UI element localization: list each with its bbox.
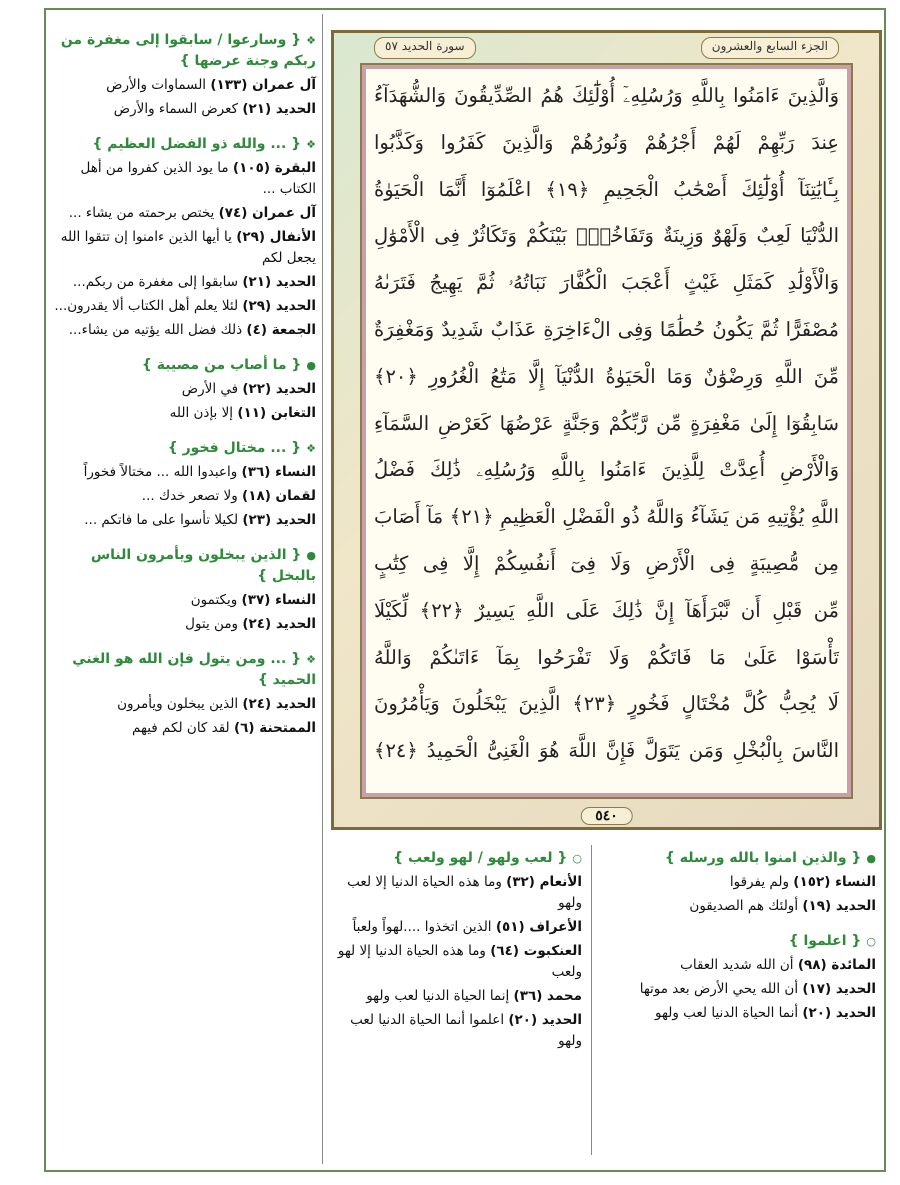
reference-text: أنما الحياة الدنيا لعب ولهو (655, 1005, 803, 1021)
note-title (600, 931, 876, 952)
reference-source: البقرة (١٠٥) (232, 160, 316, 176)
reference-line (48, 158, 316, 200)
frame-right (884, 8, 886, 1172)
reference-line (48, 510, 316, 531)
bullet-icon: ❖ (306, 34, 316, 47)
reference-source: الحديد (٢٩) (242, 298, 316, 314)
quran-line: النَّاسَ بِالْبُخْلِ وَمَن يَتَوَلَّ فَإِنَّ اللَّهَ هُوَ الْغَنِىُّ الْحَمِيدُ ﴿٢٤﴾ (374, 739, 839, 763)
juz-label: الجزء السابع والعشرون (701, 37, 839, 59)
reference-line (48, 272, 316, 293)
reference-source: الحديد (٢١) (242, 101, 316, 117)
note-title-text: { والذين امنوا بالله ورسله } (664, 850, 862, 866)
reference-line (600, 1003, 876, 1024)
quran-text (362, 73, 851, 775)
note-section (48, 30, 316, 120)
reference-line (48, 590, 316, 611)
note-title (600, 848, 876, 869)
reference-line (48, 462, 316, 483)
reference-line (48, 99, 316, 120)
quran-line: وَالْأَرْضِ أُعِدَّتْ لِلَّذِينَ ءَامَنُوا بِاللَّهِ وَرُسُلِهِۦ ذَٰلِكَ فَضْلُ (374, 458, 839, 482)
frame-top (44, 8, 886, 10)
bottom-right-notes (600, 848, 876, 1148)
reference-text: السماوات والأرض (106, 77, 211, 93)
note-title-text: { الذين يبخلون ويأمرون الناس بالبخل } (90, 547, 316, 584)
quran-line: مِن مُّصِيبَةٍ فِى الْأَرْضِ وَلَا فِىٓ أَنفُسِكُمْ إِلَّا فِى كِتَٰبٍ (374, 551, 839, 575)
reference-text: واعبدوا الله ... مختالاً فخوراً (83, 464, 242, 480)
reference-source: لقمان (١٨) (242, 488, 316, 504)
quran-text-frame (360, 63, 853, 799)
note-title-text: { ... والله ذو الفضل العظيم } (92, 136, 302, 152)
reference-text: في الأرض (181, 381, 243, 397)
reference-source: آل عمران (٧٤) (218, 205, 316, 221)
quran-line: تَأْسَوْا عَلَىٰ مَا فَاتَكُمْ وَلَا تَفْرَحُوا بِمَآ ءَاتَىٰكُمْ وَاللَّهُ (374, 645, 839, 669)
quran-line: سَابِقُوٓا إِلَىٰ مَغْفِرَةٍ مِّن رَّبِّكُمْ وَجَنَّةٍ عَرْضُهَا كَعَرْضِ السَّمَآءِ (374, 411, 839, 435)
reference-text: إلا بإذن الله (169, 405, 238, 421)
reference-text: يختص برحمته من يشاء ... (68, 205, 219, 221)
reference-source: الحديد (٢٠) (802, 1005, 876, 1021)
note-section (48, 545, 316, 635)
reference-source: الممتحنة (٦) (233, 720, 316, 736)
bullet-icon: ● (306, 549, 316, 562)
reference-text: اعلموا أنما الحياة الدنيا لعب ولهو (350, 1012, 582, 1049)
reference-source: النساء (٣٧) (241, 592, 316, 608)
reference-line (48, 403, 316, 424)
quran-line: وَالْأَوْلَٰدِ كَمَثَلِ غَيْثٍ أَعْجَبَ الْكُفَّارَ نَبَاتُهُۥ ثُمَّ يَهِيجُ فَتَرَىٰهُ (374, 271, 839, 295)
note-title-text: { ... مختال فخور } (167, 440, 302, 456)
reference-source: النساء (١٥٢) (793, 874, 876, 890)
reference-source: العنكبوت (٦٤) (490, 943, 582, 959)
reference-text: ولم يفرقوا (729, 874, 794, 890)
bottom-divider-1 (322, 845, 323, 1155)
bullet-icon: ❖ (306, 442, 316, 455)
reference-line (600, 872, 876, 893)
reference-text: لقد كان لكم فيهم (132, 720, 234, 736)
note-title (48, 134, 316, 155)
reference-text: يا أيها الذين ءامنوا إن تتقوا الله يجعل لكم (60, 229, 316, 266)
reference-source: الحديد (٢٤) (242, 696, 316, 712)
note-title-text: { اعلموا } (788, 933, 862, 949)
reference-source: الأعراف (٥١) (495, 919, 582, 935)
reference-text: الذين اتخذوا ....لهواً ولعباً (352, 919, 496, 935)
quran-header (374, 37, 839, 59)
reference-source: الأنعام (٣٢) (506, 874, 582, 890)
note-section (48, 438, 316, 531)
reference-source: الأنفال (٢٩) (236, 229, 316, 245)
quran-line: مِّنَ اللَّهِ وَرِضْوَٰنٌ وَمَا الْحَيَوٰةُ الدُّنْيَآ إِلَّا مَتَٰعُ الْغُرُورِ ﴿٢٠﴾ (374, 364, 839, 388)
reference-text: الذين يبخلون ويأمرون (117, 696, 243, 712)
left-column-notes (48, 30, 316, 1145)
note-section (600, 848, 876, 917)
note-title (332, 848, 582, 869)
reference-text: ولا تصعر خدك ... (141, 488, 243, 504)
quran-line: مِّن قَبْلِ أَن نَّبْرَأَهَآ إِنَّ ذَٰلِكَ عَلَى اللَّهِ يَسِيرٌ ﴿٢٢﴾ لِّكَيْلَا (374, 598, 839, 622)
reference-text: ذلك فضل الله يؤتيه من يشاء... (68, 322, 247, 338)
quran-line: مُصْفَرًّا ثُمَّ يَكُونُ حُطَٰمًا وَفِى الْءَاخِرَةِ عَذَابٌ شَدِيدٌ وَمَغْفِرَةٌ (374, 317, 839, 341)
reference-text: لئلا يعلم أهل الكتاب ألا يقدرون... (54, 298, 243, 314)
quran-line: عِندَ رَبِّهِمْ لَهُمْ أَجْرُهُمْ وَنُورُهُمْ وَالَّذِينَ كَفَرُوا وَكَذَّبُوا (374, 130, 839, 154)
note-title (48, 438, 316, 459)
surah-label: سورة الحديد ٥٧ (374, 37, 476, 59)
reference-text: أن الله شديد العقاب (680, 957, 798, 973)
reference-line (332, 941, 582, 983)
reference-text: ومن يتول (185, 616, 243, 632)
reference-text: لكيلا تأسوا على ما فاتكم ... (84, 512, 243, 528)
reference-line (332, 917, 582, 938)
bullet-icon: ○ (866, 935, 876, 948)
reference-text: كعرض السماء والأرض (113, 101, 243, 117)
reference-source: الحديد (١٩) (802, 898, 876, 914)
reference-text: سابقوا إلى مغفرة من ربكم... (72, 274, 243, 290)
note-section (48, 649, 316, 739)
reference-line (48, 203, 316, 224)
bullet-icon: ● (866, 852, 876, 865)
reference-source: الجمعة (٤) (246, 322, 316, 338)
reference-line (332, 872, 582, 914)
note-title (48, 649, 316, 691)
reference-source: الحديد (٢٠) (508, 1012, 582, 1028)
bullet-icon: ❖ (306, 653, 316, 666)
quran-line: وَالَّذِينَ ءَامَنُوا بِاللَّهِ وَرُسُلِهِۦٓ أُوْلَٰٓئِكَ هُمُ الصِّدِّيقُونَ وَالشُّهَدَآءُ (374, 84, 839, 107)
reference-line (600, 955, 876, 976)
quran-line: اللَّهِ يُؤْتِيهِ مَن يَشَآءُ وَاللَّهُ ذُو الْفَضْلِ الْعَظِيمِ ﴿٢١﴾ مَآ أَصَابَ (374, 505, 840, 529)
note-title-text: { ... ومن يتول فإن الله هو الغني الحميد } (72, 651, 316, 688)
reference-text: وما هذه الحياة الدنيا إلا لعب ولهو (347, 874, 582, 911)
reference-line (600, 896, 876, 917)
reference-line (332, 1010, 582, 1052)
bullet-icon: ● (306, 359, 316, 372)
reference-source: النساء (٣٦) (241, 464, 316, 480)
reference-line (48, 614, 316, 635)
note-title (48, 545, 316, 587)
reference-line (48, 320, 316, 341)
reference-text: ما يود الذين كفروا من أهل الكتاب ... (80, 160, 316, 197)
note-section (48, 134, 316, 341)
bottom-middle-notes (332, 848, 582, 1148)
reference-line (48, 75, 316, 96)
reference-text: وما هذه الحياة الدنيا إلا لهو ولعب (337, 943, 582, 980)
reference-line (332, 986, 582, 1007)
quran-line: بِـَٔايَٰتِنَآ أُوْلَٰٓئِكَ أَصْحَٰبُ الْجَحِيمِ ﴿١٩﴾ اعْلَمُوٓا أَنَّمَا الْحَيَوٰةُ (374, 177, 839, 201)
bottom-divider-2 (591, 845, 592, 1155)
note-title (48, 30, 316, 72)
reference-text: إنما الحياة الدنيا لعب ولهو (366, 988, 514, 1004)
note-section (332, 848, 582, 1052)
quran-line: الدُّنْيَا لَعِبٌ وَلَهْوٌ وَزِينَةٌ وَتَفَاخُرٌۢ بَيْنَكُمْ وَتَكَاثُرٌ فِى الْأَمْوَٰلِ (374, 224, 839, 248)
note-section (600, 931, 876, 1024)
reference-text: أن الله يحي الأرض بعد موتها (639, 981, 803, 997)
note-title-text: { ما أصاب من مصيبة } (141, 357, 302, 373)
reference-source: الحديد (٢٢) (242, 381, 316, 397)
reference-line (48, 379, 316, 400)
reference-source: الحديد (٢٣) (242, 512, 316, 528)
reference-text: ويكتمون (190, 592, 242, 608)
bullet-icon: ○ (572, 852, 582, 865)
quran-line: لَا يُحِبُّ كُلَّ مُخْتَالٍ فَخُورٍ ﴿٢٣﴾ الَّذِينَ يَبْخَلُونَ وَيَأْمُرُونَ (374, 692, 839, 716)
reference-source: الحديد (٢١) (242, 274, 316, 290)
reference-source: آل عمران (١٣٣) (210, 77, 316, 93)
reference-source: الحديد (١٧) (802, 981, 876, 997)
bullet-icon: ❖ (306, 138, 316, 151)
reference-line (48, 694, 316, 715)
note-title-text: { وسارعوا / سابقوا إلى مغفرة من ربكم وجنة عرضها } (60, 32, 316, 69)
quran-page (331, 30, 882, 830)
reference-source: التغابن (١١) (237, 405, 316, 421)
note-section (48, 355, 316, 424)
reference-line (48, 296, 316, 317)
reference-line (48, 227, 316, 269)
note-title (48, 355, 316, 376)
reference-source: الحديد (٢٤) (242, 616, 316, 632)
reference-line (48, 486, 316, 507)
reference-source: المائدة (٩٨) (797, 957, 876, 973)
reference-line (600, 979, 876, 1000)
reference-source: محمد (٣٦) (513, 988, 582, 1004)
note-title-text: { لعب ولهو / لهو ولعب } (393, 850, 568, 866)
frame-left (44, 8, 46, 1172)
reference-text: أولئك هم الصديقون (689, 898, 803, 914)
page-number: ٥٤٠ (580, 807, 633, 825)
frame-bottom (44, 1170, 886, 1172)
reference-line (48, 718, 316, 739)
